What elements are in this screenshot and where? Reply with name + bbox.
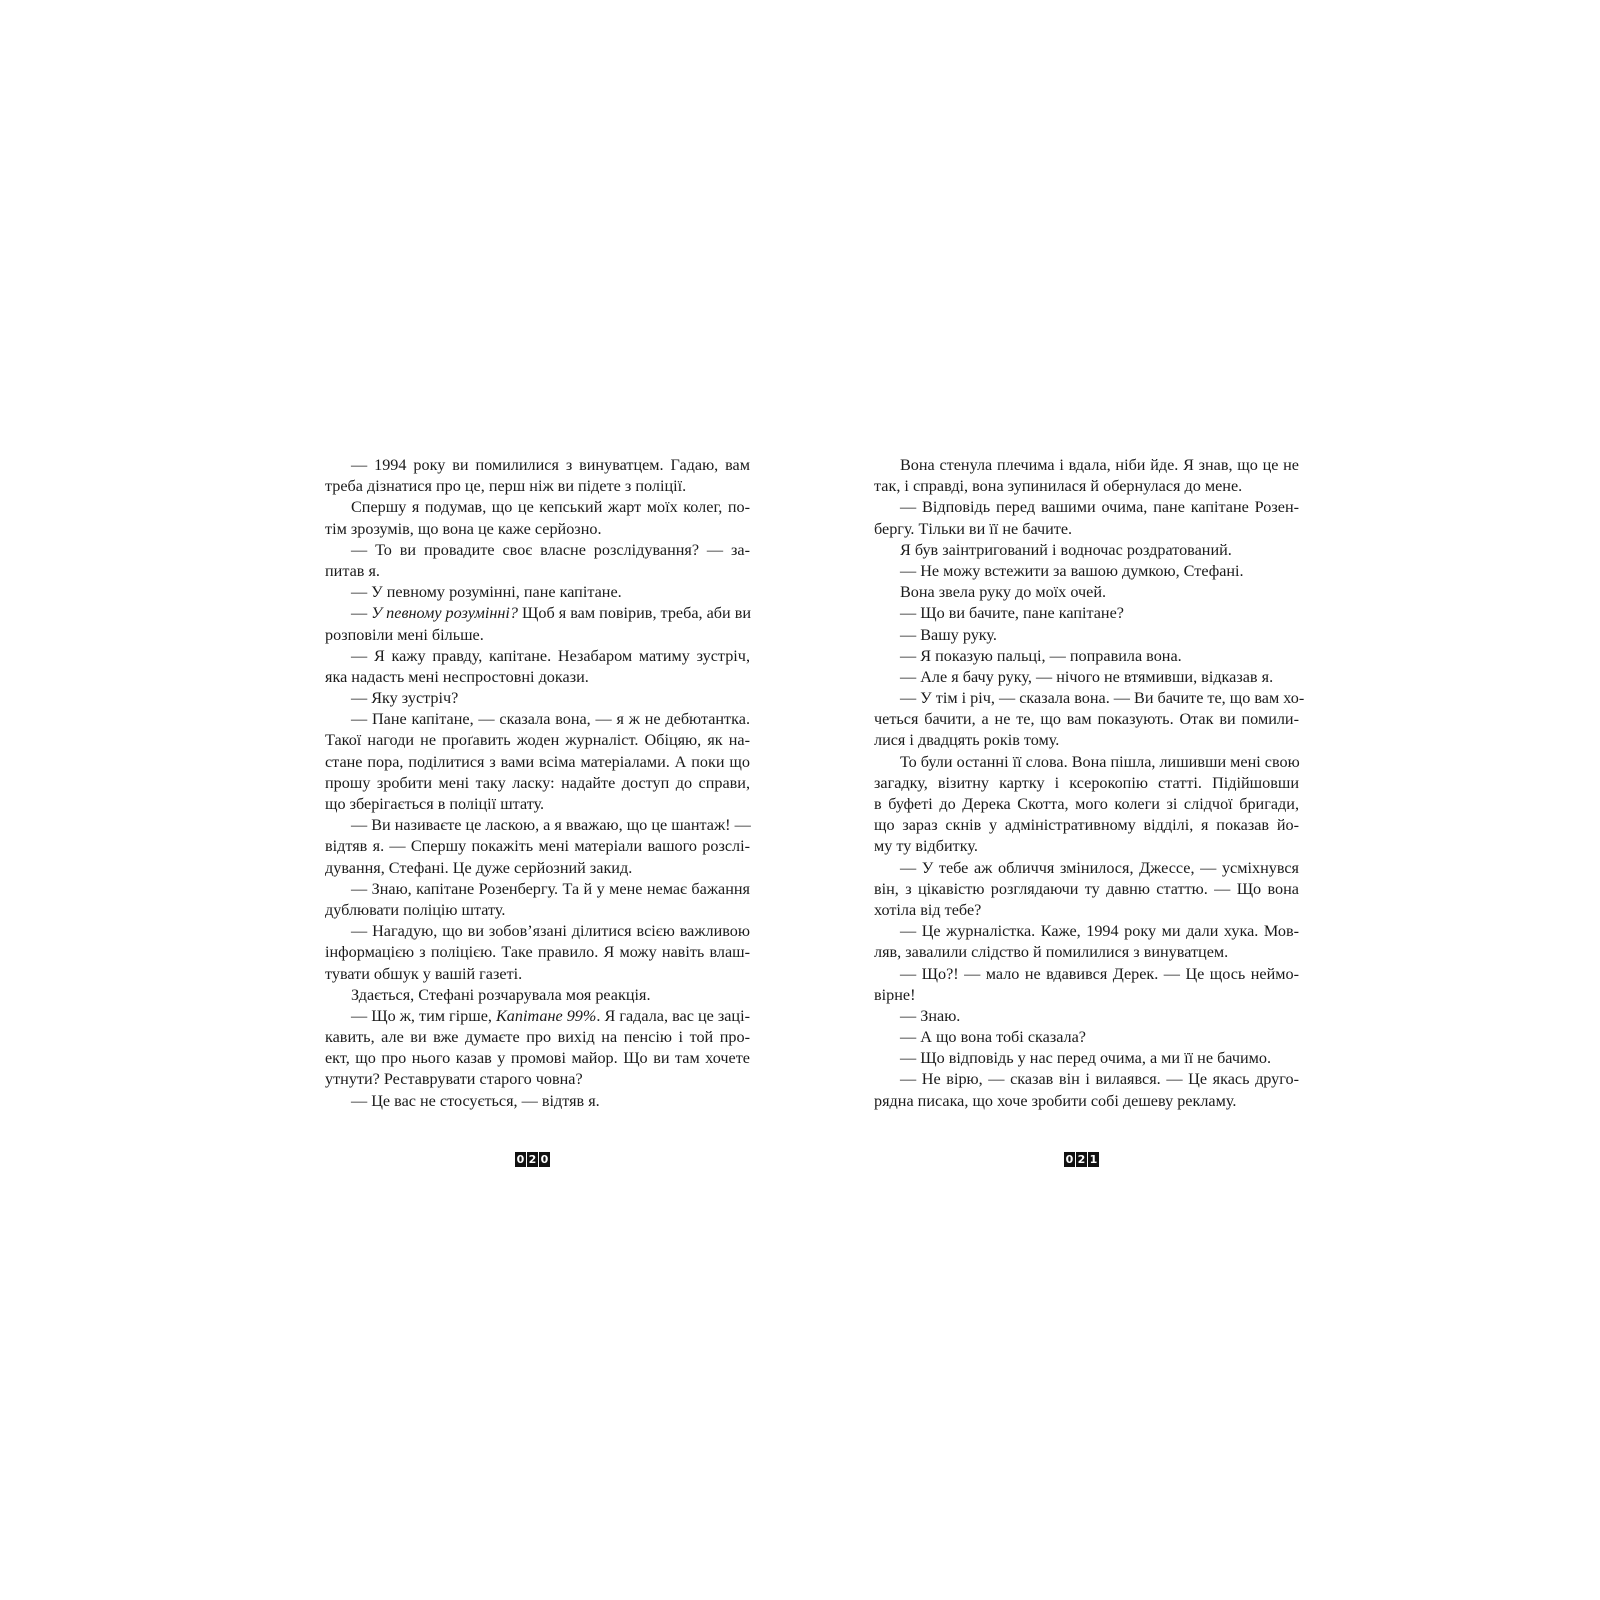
- text-line: що зараз скнів у адміністративному відділі, я показав йо-: [874, 816, 1299, 835]
- right-page-number: [1064, 1152, 1099, 1167]
- text-line: тувати обшук у вашій газеті.: [325, 964, 523, 983]
- text-line: — А що вона тобі сказала?: [900, 1028, 1086, 1047]
- text-line: питав я.: [325, 561, 380, 580]
- left-page-text: [325, 455, 750, 1112]
- italic-text-run: У певному розумінні?: [371, 604, 518, 623]
- text-line: що зберігається в поліції штату.: [325, 795, 545, 813]
- text-line: — Не вірю, — сказав він і вилаявся. — Це якась друго-: [900, 1070, 1299, 1089]
- text-line: — Я показую пальці, — поправила вона.: [900, 646, 1182, 665]
- text-line: треба дізнатися про це, перш ніж ви підете з поліції.: [325, 477, 687, 496]
- text-line: інформацією з поліцією. Таке правило. Я можу навіть влаш-: [325, 943, 750, 962]
- text-line: вірне!: [874, 985, 916, 1004]
- text-line: в буфеті до Дерека Скотта, мого колеги зі слідчої бригади,: [874, 795, 1299, 813]
- text-line: — Я кажу правду, капітане. Незабаром матиму зустріч,: [351, 646, 750, 665]
- left-page-number: [515, 1152, 550, 1167]
- text-line: лися і двадцять років тому.: [874, 731, 1060, 750]
- text-line: — Але я бачу руку, — нічого не втямивши, відказав я.: [900, 667, 1274, 686]
- italic-text-run: Капітане 99%: [496, 1006, 597, 1025]
- text-line: — Ви називаєте це ласкою, а я вважаю, що це шантаж! —: [351, 816, 751, 835]
- page-number-digit: 2: [1077, 1153, 1086, 1166]
- text-line: Вона звела руку до моїх очей.: [900, 583, 1107, 602]
- text-line: — Нагадую, що ви зобов’язані ділитися всією важливою: [351, 922, 750, 941]
- text-line: Такої нагоди не проґавить жоден журналіст. Обіцяю, як на-: [325, 731, 750, 750]
- text-line: [325, 603, 750, 624]
- text-line: дублювати поліцію штату.: [325, 900, 506, 919]
- text-line: бергу. Тільки ви її не бачите.: [874, 519, 1073, 538]
- text-line: розповіли мені більше.: [325, 625, 484, 644]
- text-line: [325, 1006, 750, 1027]
- text-line: яка надасть мені неспростовні докази.: [325, 667, 589, 686]
- text-line: кавить, але ви вже думаєте про вихід на пенсію і той про-: [325, 1028, 750, 1047]
- text-line: — Що відповідь у нас перед очима, а ми її не бачимо.: [900, 1049, 1272, 1068]
- text-line: — У тебе аж обличчя змінилося, Джессе, — усміхнувся: [900, 858, 1299, 877]
- text-line: — Пане капітане, — сказала вона, — я ж не дебютантка.: [351, 710, 750, 729]
- text-line: — Що ви бачите, пане капітане?: [900, 604, 1124, 623]
- text-line: хотіла від тебе?: [874, 900, 982, 919]
- text-line: — Це вас не стосується, — відтяв я.: [351, 1091, 600, 1110]
- text-line: — Відповідь перед вашими очима, пане капітане Розен-: [900, 498, 1299, 517]
- text-line: — Знаю.: [900, 1006, 961, 1025]
- text-run: —: [351, 604, 372, 623]
- text-line: — Не можу встежити за вашою думкою, Стефані.: [900, 561, 1244, 580]
- text-line: загадку, візитну картку і ксерокопію статті. Підійшовши: [874, 773, 1299, 792]
- text-line: дування, Стефані. Це дуже серйозний закид.: [325, 858, 633, 877]
- page-number-digit: 0: [516, 1153, 525, 1166]
- text-line: так, і справді, вона зупинилася й обернулася до мене.: [874, 477, 1243, 496]
- text-line: — Це журналістка. Каже, 1994 року ми дали хука. Мов-: [900, 922, 1299, 941]
- text-line: рядна писака, що хоче зробити собі дешеву рекламу.: [874, 1091, 1237, 1110]
- text-line: ект, що про нього казав у промові майор. Що ви там хочете: [325, 1049, 750, 1068]
- text-line: Здається, Стефані розчарувала моя реакція.: [351, 985, 651, 1004]
- text-line: му ту відбитку.: [874, 837, 978, 856]
- text-line: ляв, завалили слідство й помилилися з винуватцем.: [874, 943, 1229, 962]
- text-line: — У певному розумінні, пане капітане.: [351, 583, 622, 602]
- text-line: — То ви провадите своє власне розслідування? — за-: [351, 540, 750, 559]
- text-line: Спершу я подумав, що це кепський жарт моїх колег, по-: [351, 498, 750, 517]
- text-line: — Знаю, капітане Розенбергу. Та й у мене немає бажання: [351, 879, 750, 898]
- text-line: тім зрозумів, що вона це каже серйозно.: [325, 519, 602, 538]
- page-number-digit: 0: [1065, 1153, 1074, 1166]
- text-line: він, з цікавістю розглядаючи ту давню статтю. — Що вона: [874, 879, 1299, 898]
- text-line: стане пора, поділитися з вами всіма матеріалами. А поки що: [325, 752, 750, 771]
- text-line: — У тім і річ, — сказала вона. — Ви бачите те, що вам хо-: [900, 689, 1305, 708]
- text-line: Я був заінтригований і водночас роздратований.: [900, 540, 1232, 559]
- text-line: Вона стенула плечима і вдала, ніби йде. Я знав, що це не: [900, 456, 1299, 474]
- right-page-text: [874, 455, 1305, 1112]
- text-run: Щоб я вам повірив, треба, аби ви: [518, 604, 752, 623]
- text-run: . Я гадала, вас це заці-: [596, 1006, 750, 1025]
- text-line: — Вашу руку.: [900, 625, 997, 644]
- text-line: прошу зробити мені таку ласку: надайте доступ до справи,: [325, 773, 750, 792]
- text-run: — Що ж, тим гірше,: [351, 1006, 497, 1025]
- text-line: відтяв я. — Спершу покажіть мені матеріали вашого розслі-: [325, 837, 750, 856]
- page-number-digit: 2: [528, 1153, 537, 1166]
- text-line: — Що?! — мало не вдавився Дерек. — Це щось неймо-: [900, 964, 1299, 983]
- text-line: утнути? Реставрувати старого човна?: [325, 1070, 583, 1089]
- text-line: четься бачити, а не те, що вам показують. Отак ви помили-: [874, 710, 1299, 729]
- page-number-digit: 1: [1089, 1153, 1098, 1166]
- text-line: — 1994 року ви помилилися з винуватцем. Гадаю, вам: [351, 456, 750, 474]
- text-line: — Яку зустріч?: [351, 689, 459, 708]
- page-number-digit: 0: [540, 1153, 549, 1166]
- text-line: То були останні її слова. Вона пішла, лишивши мені свою: [900, 752, 1300, 771]
